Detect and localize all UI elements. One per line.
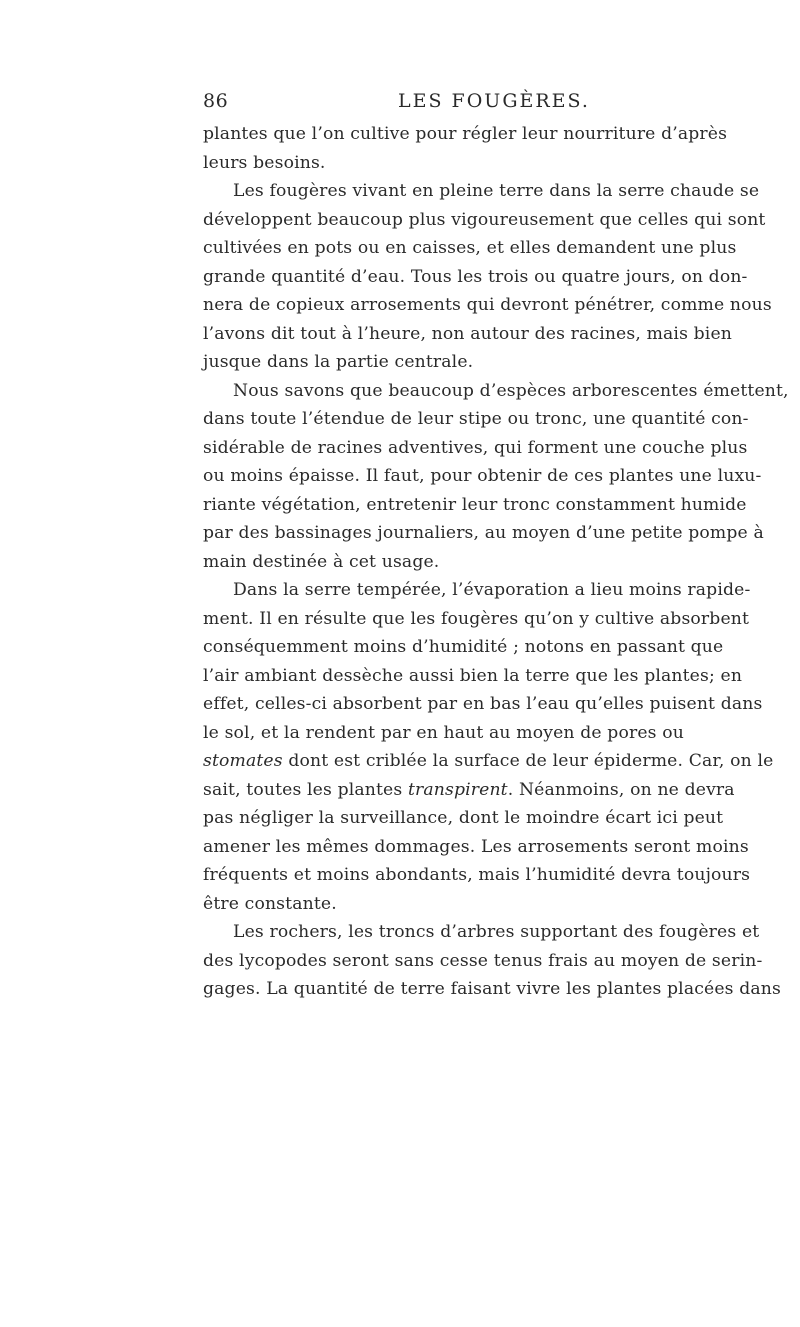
text-line: ou moins épaisse. Il faut, pour obtenir de ces plantes une luxu-	[203, 466, 762, 486]
italic-term: transpirent	[407, 779, 508, 800]
text-line: sait, toutes les plantes transpirent. Néanmoins, on ne devra	[203, 779, 735, 800]
running-title: LES FOUGÈRES.	[398, 90, 590, 112]
text-line: être constante.	[203, 893, 337, 914]
text-line: stomates dont est criblée la surface de leur épiderme. Car, on le	[203, 751, 774, 771]
text-line: jusque dans la partie centrale.	[203, 352, 474, 372]
text-line: pas négliger la surveillance, dont le moindre écart ici peut	[203, 808, 724, 828]
text-line: l’air ambiant dessèche aussi bien la terre que les plantes; en	[203, 665, 743, 686]
text-line: Nous savons que beaucoup d’espèces arborescentes émettent,	[233, 380, 789, 401]
text-line: main destinée à cet usage.	[203, 551, 440, 572]
text-line: grande quantité d’eau. Tous les trois ou quatre jours, on don-	[203, 266, 748, 287]
body-text	[203, 120, 789, 1004]
text-line: cultivées en pots ou en caisses, et elles demandent une plus	[203, 238, 737, 258]
text-line: le sol, et la rendent par en haut au moyen de pores ou	[203, 722, 684, 743]
text-line: riante végétation, entretenir leur tronc constamment humide	[203, 494, 747, 515]
page-header	[0, 90, 800, 120]
text-line: leurs besoins.	[203, 152, 326, 173]
text-line: par des bassinages journaliers, au moyen d’une petite pompe à	[203, 523, 764, 543]
text-line: des lycopodes seront sans cesse tenus frais au moyen de serin-	[203, 950, 763, 971]
text-line: plantes que l’on cultive pour régler leur nourriture d’après	[203, 124, 728, 144]
text-line: Les fougères vivant en pleine terre dans la serre chaude se	[233, 181, 760, 201]
text-line: ment. Il en résulte que les fougères qu’on y cultive absorbent	[203, 608, 750, 629]
text-line: l’avons dit tout à l’heure, non autour des racines, mais bien	[203, 323, 732, 344]
text-line: gages. La quantité de terre faisant vivre les plantes placées dans	[203, 979, 781, 999]
text-line: fréquents et moins abondants, mais l’humidité devra toujours	[203, 865, 751, 885]
italic-term: stomates	[203, 751, 283, 771]
text-line: Dans la serre tempérée, l’évaporation a lieu moins rapide-	[233, 580, 751, 600]
text-line: sidérable de racines adventives, qui forment une couche plus	[203, 437, 748, 458]
text-line: Les rochers, les troncs d’arbres supportant des fougères et	[233, 922, 760, 942]
text-line: dans toute l’étendue de leur stipe ou tronc, une quantité con-	[203, 409, 749, 429]
text-line: nera de copieux arrosements qui devront pénétrer, comme nous	[203, 295, 772, 315]
text-line: développent beaucoup plus vigoureusement que celles qui sont	[203, 209, 766, 230]
text-line: conséquemment moins d’humidité ; notons en passant que	[203, 637, 724, 657]
page-number: 86	[203, 90, 229, 112]
text-line: amener les mêmes dommages. Les arrosements seront moins	[203, 836, 749, 857]
text-line: effet, celles-ci absorbent par en bas l’eau qu’elles puisent dans	[203, 694, 763, 714]
